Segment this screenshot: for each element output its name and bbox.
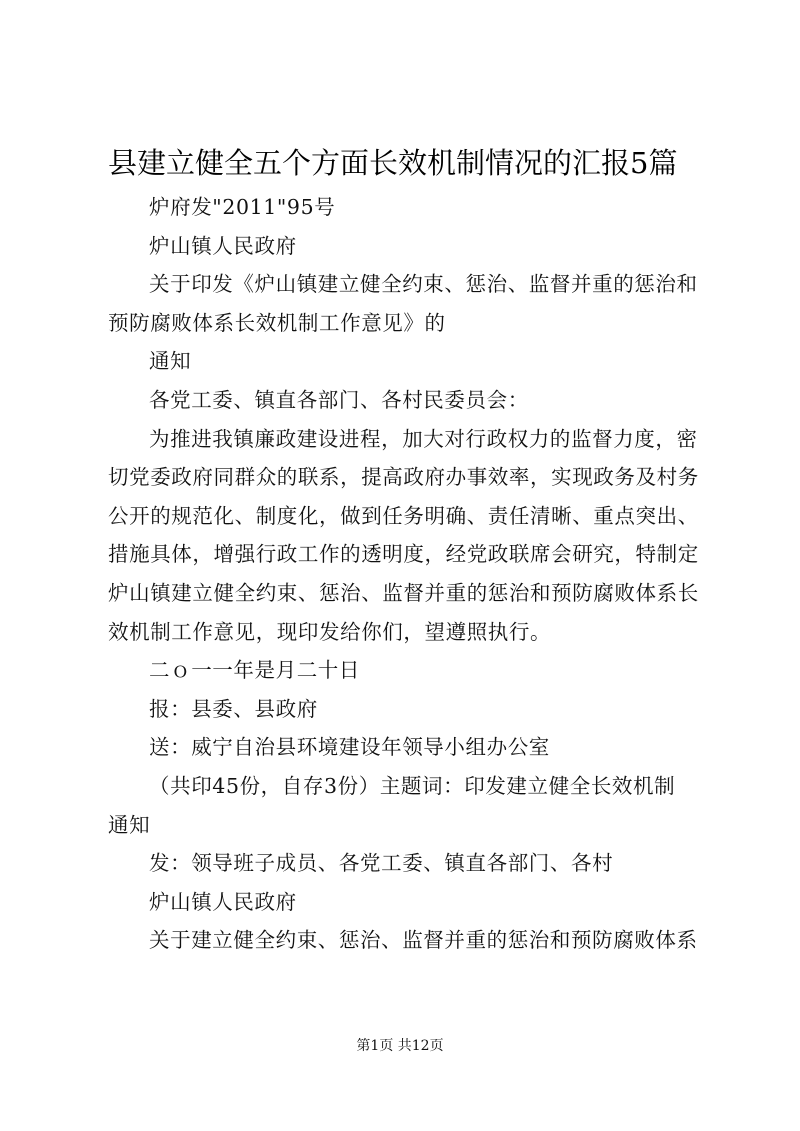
doc-line: 效机制工作意见，现印发给你们，望遵照执行。 (108, 619, 552, 644)
doc-line: 措施具体，增强行政工作的透明度，经党政联席会研究，特制定 (108, 542, 699, 567)
doc-line: 关于印发《炉山镇建立健全约束、惩治、监督并重的惩治和 (149, 272, 698, 297)
doc-line: 预防腐败体系长效机制工作意见》的 (108, 310, 446, 335)
doc-line: 为推进我镇廉政建设进程，加大对行政权力的监督力度，密 (149, 426, 698, 451)
doc-line: 二ｏ一一年是月二十日 (149, 658, 360, 683)
doc-line: 报：县委、县政府 (149, 696, 318, 721)
page-footer: 第1页 共12页 (356, 1038, 444, 1054)
document-body (108, 188, 708, 960)
doc-line: 通知 (149, 349, 192, 374)
doc-line: （共印45份，自存3份）主题词：印发建立健全长效机制 (149, 773, 676, 798)
doc-line: 炉山镇建立健全约束、惩治、监督并重的惩治和预防腐败体系长 (108, 580, 699, 605)
doc-line: 炉山镇人民政府 (149, 233, 297, 258)
doc-line: 公开的规范化、制度化，做到任务明确、责任清晰、重点突出、 (108, 503, 699, 528)
doc-line: 切党委政府同群众的联系，提高政府办事效率，实现政务及村务 (108, 465, 699, 490)
doc-line: 通知 (108, 812, 151, 837)
document-title: 县建立健全五个方面长效机制情况的汇报5篇 (108, 146, 678, 180)
doc-line: 发：领导班子成员、各党工委、镇直各部门、各村 (149, 851, 614, 876)
doc-line: 送：威宁自治县环境建设年领导小组办公室 (149, 735, 550, 760)
doc-line: 关于建立健全约束、惩治、监督并重的惩治和预防腐败体系 (149, 928, 698, 953)
doc-line: 炉府发"2011"95号 (149, 195, 336, 219)
doc-line: 各党工委、镇直各部门、各村民委员会： (149, 387, 529, 412)
doc-line: 炉山镇人民政府 (149, 889, 297, 914)
